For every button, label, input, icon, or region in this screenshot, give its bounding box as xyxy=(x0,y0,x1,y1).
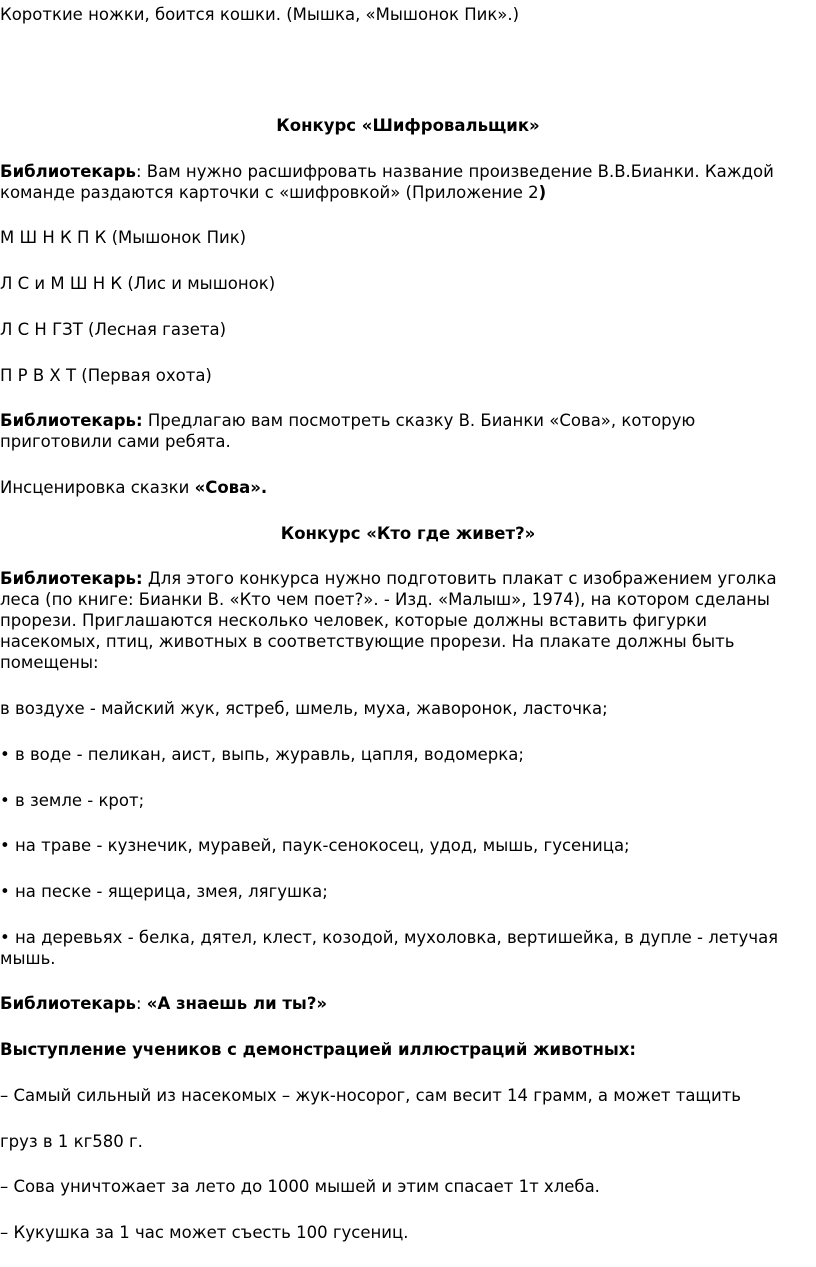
librarian-label: Библиотекарь xyxy=(0,994,136,1013)
librarian-paragraph-3-line-2: леса (по книге: Бианки В. «Кто чем поет?». - Изд. «Малыш», 1974), на котором сделаны xyxy=(0,590,770,609)
librarian-paragraph-3-line-4: насекомых, птиц, животных в соответствующие прорези. На плакате должны быть xyxy=(0,632,735,651)
fact-3: – Кукушка за 1 час может съесть 100 гусениц. xyxy=(0,1223,409,1242)
librarian-paragraph-3-line-1 xyxy=(0,568,816,589)
paragraph-text: Для этого конкурса нужно подготовить плакат с изображением уголка xyxy=(142,569,777,588)
section-title-who-lives-where: Конкурс «Кто где живет?» xyxy=(280,524,536,543)
librarian-paragraph-2-line-2: приготовили сами ребята. xyxy=(0,432,231,451)
staging-line xyxy=(0,477,816,498)
fact-1-line-1: – Самый сильный из насекомых – жук-носорог, сам весит 14 грамм, а может тащить xyxy=(0,1086,742,1105)
librarian-paragraph-3-line-5: помещены: xyxy=(0,653,99,672)
librarian-paragraph-1-line-1 xyxy=(0,161,816,182)
list-item: • на песке - ящерица, змея, лягушка; xyxy=(0,882,328,901)
cipher-item-1: М Ш Н К П К (Мышонок Пик) xyxy=(0,228,247,247)
librarian-label: Библиотекарь xyxy=(0,162,136,181)
colon: : xyxy=(135,994,147,1013)
section-title-cipher: Конкурс «Шифровальщик» xyxy=(276,116,540,135)
question-title: «А знаешь ли ты?» xyxy=(146,994,328,1013)
list-item: в воздухе - майский жук, ястреб, шмель, муха, жаворонок, ласточка; xyxy=(0,699,608,718)
librarian-paragraph-2-line-1 xyxy=(0,410,816,431)
paragraph-text: Вам нужно расшифровать название произведение В.В.Бианки. Каждой xyxy=(141,162,774,181)
cipher-item-2: Л С и М Ш Н К (Лис и мышонок) xyxy=(0,274,276,293)
librarian-label: Библиотекарь: xyxy=(0,411,143,430)
cipher-item-3: Л С Н ГЗТ (Лесная газета) xyxy=(0,320,227,339)
riddle-line: Короткие ножки, боится кошки. (Мышка, «Мышонок Пик».) xyxy=(0,5,520,24)
cipher-item-4: П Р В Х Т (Первая охота) xyxy=(0,366,212,385)
librarian-paragraph-3-line-3: прорези. Приглашаются несколько человек, которые должны вставить фигурки xyxy=(0,611,707,630)
list-item: • в воде - пеликан, аист, выпь, журавль, цапля, водомерка; xyxy=(0,745,524,764)
paragraph-text: Инсценировка сказки xyxy=(0,478,195,497)
list-item: • в земле - крот; xyxy=(0,791,145,810)
colon: : xyxy=(135,162,142,181)
list-item: • на деревьях - белка, дятел, клест, козодой, мухоловка, вертишейка, в дупле - летучая xyxy=(0,928,779,947)
paragraph-text: Предлагаю вам посмотреть сказку В. Бианки «Сова», которую xyxy=(142,411,696,430)
librarian-label: Библиотекарь: xyxy=(0,569,143,588)
tale-title: «Сова». xyxy=(194,478,268,497)
fact-1-line-2: груз в 1 кг580 г. xyxy=(0,1132,143,1151)
list-item-continuation: мышь. xyxy=(0,949,56,968)
students-presentation-heading: Выступление учеников с демонстрацией иллюстраций животных: xyxy=(0,1040,637,1059)
closing-paren: ) xyxy=(538,183,547,202)
librarian-paragraph-1-line-2 xyxy=(0,182,816,203)
paragraph-text: команде раздаются карточки с «шифровкой» (Приложение 2 xyxy=(0,183,539,202)
fact-2: – Сова уничтожает за лето до 1000 мышей и этим спасает 1т хлеба. xyxy=(0,1177,600,1196)
list-item: • на траве - кузнечик, муравей, паук-сенокосец, удод, мышь, гусеница; xyxy=(0,836,630,855)
librarian-question-line xyxy=(0,993,816,1014)
